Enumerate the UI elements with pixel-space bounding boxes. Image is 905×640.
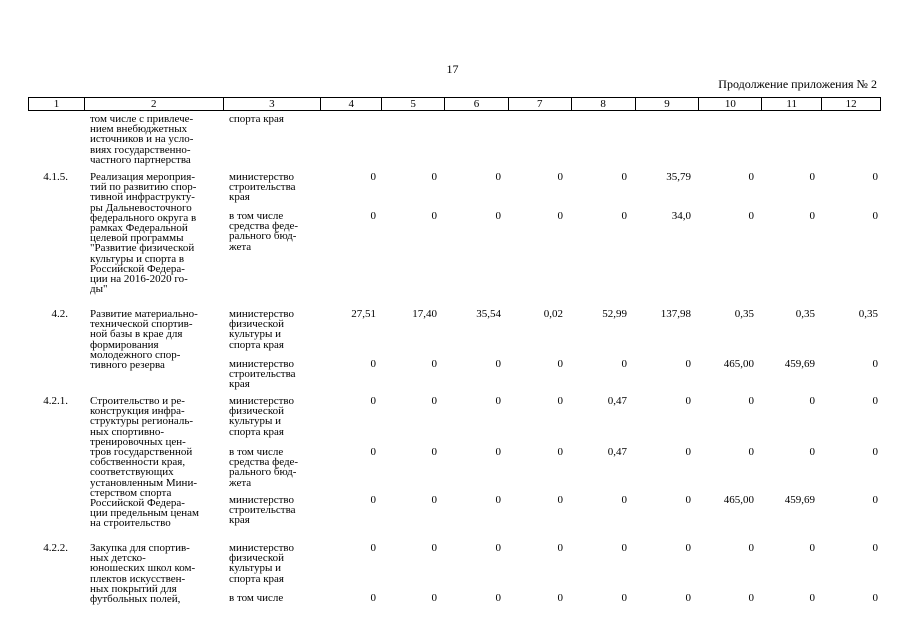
value-cell-col-6: 35,54 [476,308,501,320]
executor-cell: министерство строительства края [229,494,296,527]
value-cell-col-8: 52,99 [602,308,627,320]
value-cell-col-11: 0 [809,592,815,604]
value-cell-col-9: 0 [685,494,691,506]
page-number: 17 [446,62,459,76]
value-cell-col-10: 465,00 [723,358,754,370]
value-cell-col-8: 0,47 [607,395,627,407]
executor-cell: в том числе средства феде- рального бюд- жета [229,446,299,489]
header-cell-8: 8 [572,98,636,110]
value-cell-col-12: 0 [872,446,878,458]
value-cell-col-4: 0 [370,446,376,458]
value-cell-col-12: 0,35 [858,308,878,320]
value-cell-col-10: 0,35 [734,308,754,320]
value-cell-col-10: 0 [748,171,754,183]
value-cell-col-11: 0 [809,171,815,183]
value-cell-col-11: 0 [809,542,815,554]
row-number: 4.2. [51,308,68,320]
value-cell-col-10: 465,00 [723,494,754,506]
value-cell-col-5: 17,40 [412,308,437,320]
value-cell-col-6: 0 [495,171,501,183]
value-cell-col-11: 459,69 [784,494,815,506]
header-cell-3: 3 [224,98,322,110]
header-cell-10: 10 [699,98,762,110]
value-cell-col-9: 0 [685,358,691,370]
value-cell-col-4: 0 [370,358,376,370]
value-cell-col-7: 0 [557,494,563,506]
executor-cell: в том числе средства феде- рального бюд- жета [229,210,299,253]
value-cell-col-10: 0 [748,446,754,458]
value-cell-col-9: 0 [685,446,691,458]
value-cell-col-11: 0 [809,210,815,222]
value-cell-col-6: 0 [495,210,501,222]
value-cell-col-7: 0 [557,358,563,370]
value-cell-col-9: 0 [685,542,691,554]
executor-cell: спорта края [229,113,284,125]
value-cell-col-6: 0 [495,446,501,458]
header-cell-6: 6 [445,98,509,110]
row-number: 4.2.1. [43,395,68,407]
value-cell-col-7: 0 [557,592,563,604]
value-cell-col-5: 0 [431,358,437,370]
row-number: 4.2.2. [43,542,68,554]
value-cell-col-11: 459,69 [784,358,815,370]
value-cell-col-6: 0 [495,358,501,370]
value-cell-col-8: 0 [621,592,627,604]
header-cell-2: 2 [85,98,224,110]
value-cell-col-11: 0,35 [795,308,815,320]
value-cell-col-5: 0 [431,171,437,183]
value-cell-col-5: 0 [431,542,437,554]
value-cell-col-8: 0 [621,358,627,370]
executor-cell: министерство строительства края [229,358,296,391]
value-cell-col-5: 0 [431,592,437,604]
executor-cell: министерство строительства края [229,171,296,204]
value-cell-col-12: 0 [872,494,878,506]
value-cell-col-8: 0 [621,542,627,554]
value-cell-col-6: 0 [495,395,501,407]
value-cell-col-9: 0 [685,395,691,407]
table-header-row [28,97,881,111]
value-cell-col-12: 0 [872,358,878,370]
row-name: Закупка для спортив- ных детско- юношеских школ ком- плектов искусствен- ных покрытий для футбольных полей, [90,542,196,606]
value-cell-col-5: 0 [431,446,437,458]
executor-cell: министерство физической культуры и спорта края [229,542,295,585]
value-cell-col-10: 0 [748,210,754,222]
value-cell-col-5: 0 [431,395,437,407]
value-cell-col-4: 0 [370,171,376,183]
header-cell-4: 4 [321,98,382,110]
executor-cell: министерство физической культуры и спорта края [229,395,295,438]
row-name: Развитие материально- технической спортив- ной базы в крае для формирования молодежного спор- тивного резерва [90,308,198,372]
row-name: Реализация мероприя- тий по развитию спор- тивной инфраструкту- ры Дальневосточного федерального округа в рамках Федеральной целевой программы "Развитие физической культуры и спорта в Российской Федера- ции на 2016-2020 го- ды" [90,171,197,296]
value-cell-col-12: 0 [872,592,878,604]
value-cell-col-12: 0 [872,210,878,222]
value-cell-col-9: 34,0 [671,210,691,222]
value-cell-col-8: 0 [621,210,627,222]
value-cell-col-4: 27,51 [351,308,376,320]
value-cell-col-11: 0 [809,395,815,407]
value-cell-col-4: 0 [370,210,376,222]
value-cell-col-7: 0 [557,171,563,183]
value-cell-col-7: 0,02 [543,308,563,320]
value-cell-col-9: 35,79 [666,171,691,183]
value-cell-col-9: 137,98 [660,308,691,320]
value-cell-col-7: 0 [557,446,563,458]
value-cell-col-8: 0 [621,494,627,506]
value-cell-col-7: 0 [557,210,563,222]
value-cell-col-7: 0 [557,542,563,554]
value-cell-col-10: 0 [748,592,754,604]
value-cell-col-5: 0 [431,210,437,222]
value-cell-col-4: 0 [370,494,376,506]
value-cell-col-12: 0 [872,395,878,407]
value-cell-col-10: 0 [748,395,754,407]
value-cell-col-9: 0 [685,592,691,604]
header-cell-12: 12 [845,98,857,110]
value-cell-col-4: 0 [370,395,376,407]
header-cell-9: 9 [636,98,700,110]
row-name: Строительство и ре- конструкция инфра- структуры региональ- ных спортивно- тренировочных цен- тров государственной собственности края, соответствующих установленным Мини- стерством спорта Российской Федера- ции предельным ценам на строительство [90,395,200,530]
value-cell-col-8: 0,47 [607,446,627,458]
header-cell-11: 11 [762,98,822,110]
value-cell-col-6: 0 [495,592,501,604]
row-name: том числе с привлече- нием внебюджетных источников и на усло- виях государственно- частного партнерства [90,113,194,166]
value-cell-col-8: 0 [621,171,627,183]
value-cell-col-5: 0 [431,494,437,506]
value-cell-col-6: 0 [495,542,501,554]
value-cell-col-7: 0 [557,395,563,407]
row-number: 4.1.5. [43,171,68,183]
executor-cell: министерство физической культуры и спорта края [229,308,295,351]
header-cell-5: 5 [382,98,445,110]
value-cell-col-12: 0 [872,542,878,554]
value-cell-col-6: 0 [495,494,501,506]
header-cell-7: 7 [509,98,572,110]
value-cell-col-10: 0 [748,542,754,554]
continuation-note: Продолжение приложения № 2 [718,77,877,91]
value-cell-col-4: 0 [370,592,376,604]
value-cell-col-12: 0 [872,171,878,183]
executor-cell: в том числе [229,592,284,604]
header-cell-1: 1 [29,98,85,110]
value-cell-col-11: 0 [809,446,815,458]
value-cell-col-4: 0 [370,542,376,554]
